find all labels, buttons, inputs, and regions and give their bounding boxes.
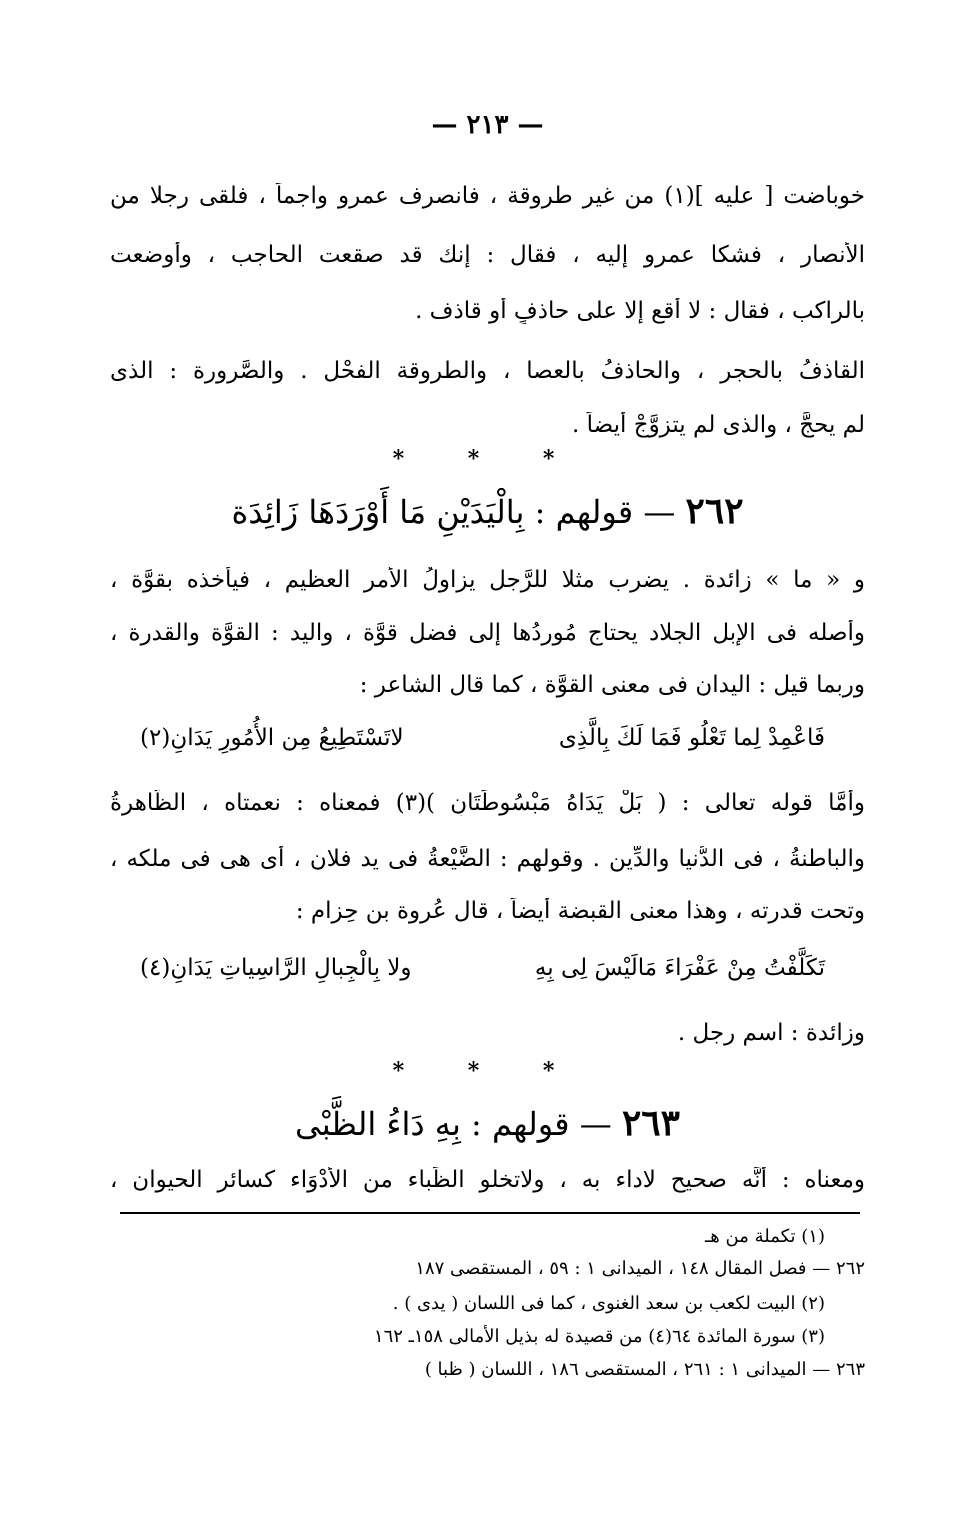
body-line: والباطنةُ ، فى الدُّنيا والدِّين . وقولهم : الضَّيْعةُ فى يد فلان ، أى هى فى ملكه ، (110, 846, 865, 872)
footnote: ٢٦٣ — الميدانى ١ : ٢٦١ ، المستقصى ١٨٦ ، اللسان ( ظبا ) (424, 1359, 865, 1380)
section-title: — قولهم : بِهِ دَاءُ الظَّبْى (295, 1105, 612, 1143)
section-number: ٢٦٢ (685, 490, 744, 532)
section-title: — قولهم : بِالْيَدَيْنِ مَا أَوْرَدَهَا زَائِدَة (231, 493, 676, 531)
body-line: وأصله فى الإبل الجلاد يحتاج مُوردُها إلى فضل قوَّة ، واليد : القوَّة والقدرة ، (110, 620, 865, 646)
poem-verse (140, 955, 825, 981)
footnote: (٣) سورة المائدة ٦٤(٤) من قصيدة له بذيل الأمالى ١٥٨ـ ١٦٢ (373, 1326, 825, 1347)
section-number: ٢٦٣ (621, 1102, 680, 1144)
verse-hemistich: لاتَسْتَطِيعُ مِن الأُمُورِ يَدَانِ(٢) (140, 725, 404, 751)
body-line: الأنصار ، فشكا عمرو إليه ، فقال : إنك قد صقعت الحاجب ، وأوضعت (110, 242, 865, 268)
body-line: القاذفُ بالحجر ، والحاذفُ بالعصا ، والطروقة الفحْل . والصَّرورة : الذى (110, 358, 865, 384)
poem-verse (140, 725, 825, 751)
verse-hemistich: ولا بِالْجِبالِ الرَّاسِياتِ يَدَانِ(٤) (140, 955, 412, 981)
section-heading-262 (0, 490, 975, 532)
footnote-divider (120, 1212, 860, 1214)
verse-hemistich: فَاعْمِدْ لِما تَعْلُو فَمَا لَكَ بِالَّذِى (558, 725, 825, 751)
verse-hemistich: تَكَلَّفْتُ مِنْ عَفْرَاءَ مَالَيْسَ لِى بِهِ (534, 955, 825, 981)
section-separator: * * * (392, 446, 583, 472)
body-line: بالراكب ، فقال : لا أقع إلا على حاذفٍ أو قاذف . (415, 298, 865, 324)
body-line: وأمَّا قوله تعالى : ( بَلْ يَدَاهُ مَبْسُوطَتَانِ )(٣) فمعناه : نعمتاه ، الظَّاهرةُ (110, 790, 865, 816)
body-line: لم يحجَّ ، والذى لم يتزوَّجْ أيضاً . (572, 412, 865, 438)
body-line: وربما قيل : اليدان فى معنى القوَّة ، كما قال الشاعر : (359, 672, 865, 698)
body-line: ومعناه : أنَّه صحيح لاداء به ، ولاتخلو الظِّباء من الأدْوَاء كسائر الحيوان ، (110, 1167, 865, 1193)
section-separator: * * * (392, 1058, 583, 1084)
section-heading-263 (0, 1102, 975, 1144)
body-line: و « ما » زائدة . يضرب مثلا للرَّجل يزاولُ الأمر العظيم ، فيأخذه بقوَّة ، (110, 567, 865, 593)
footnote: ٢٦٢ — فصل المقال ١٤٨ ، الميدانى ١ : ٥٩ ، المستقصى ١٨٧ (415, 1258, 865, 1279)
footnote: (٢) البيت لكعب بن سعد الغنوى ، كما فى اللسان ( يدى ) . (392, 1293, 825, 1314)
body-line: وزائدة : اسم رجل . (677, 1020, 865, 1046)
body-line: خوباضت [ عليه ](١) من غير طروقة ، فانصرف عمرو واجماً ، فلقى رجلا من (110, 183, 865, 209)
footnote: (١) تكملة من هـ (705, 1226, 825, 1247)
body-line: وتحت قدرته ، وهذا معنى القبضة أيضاً ، قال عُروة بن حِزام : (295, 898, 865, 924)
page-number: — ٢١٣ — (431, 110, 544, 140)
